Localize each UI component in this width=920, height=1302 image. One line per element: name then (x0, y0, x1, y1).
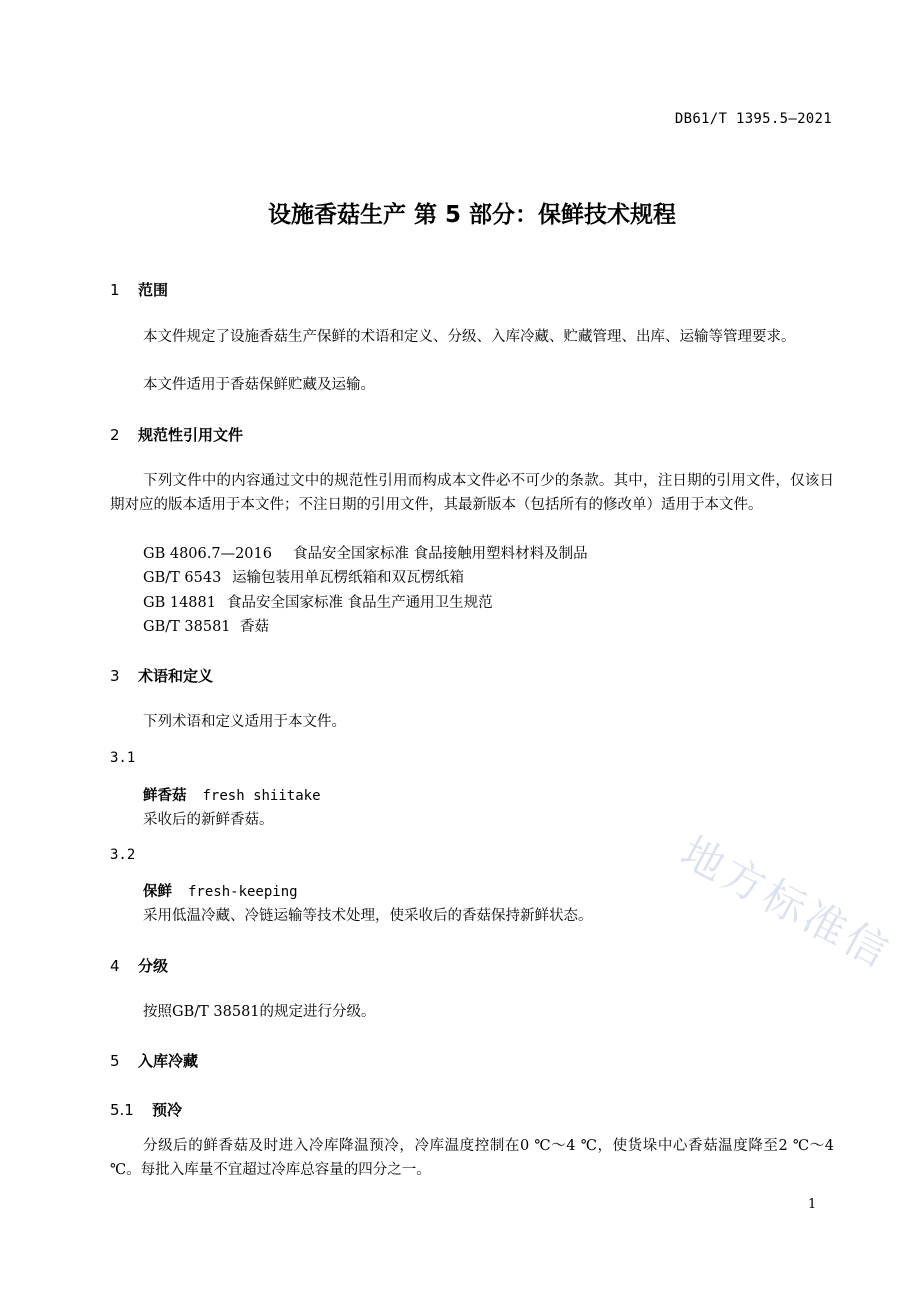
reference-code: GB 14881 (143, 595, 216, 611)
term-english: fresh shiitake (202, 788, 321, 804)
section-title: 范围 (138, 281, 169, 299)
section-1-heading (110, 279, 168, 300)
section-number: 2 (110, 426, 120, 444)
reference-title: 运输包装用单瓦楞纸箱和双瓦楞纸箱 (232, 570, 464, 586)
page-number: 1 (808, 1197, 817, 1212)
reference-title: 香菇 (240, 619, 269, 635)
term-number: 3.1 (110, 750, 136, 766)
section-1-paragraph-1: 本文件规定了设施香菇生产保鲜的术语和定义、分级、入库冷藏、贮藏管理、出库、运输等管理要求。 (143, 329, 796, 345)
section-3-paragraph-1: 下列术语和定义适用于本文件。 (143, 714, 346, 730)
term-number: 3.2 (110, 847, 136, 863)
term-definition: 采用低温冷藏、冷链运输等技术处理，使采收后的香菇保持新鲜状态。 (143, 908, 593, 924)
document-title: 设施香菇生产 第 5 部分：保鲜技术规程 (267, 202, 677, 228)
term-english: fresh-keeping (188, 884, 298, 900)
reference-title: 食品安全国家标准 食品接触用塑料材料及制品 (293, 546, 588, 562)
term-entry (143, 784, 321, 805)
subsection-title: 预冷 (152, 1101, 183, 1119)
term-definition: 采收后的新鲜香菇。 (143, 812, 274, 828)
reference-item (143, 591, 493, 612)
section-1-paragraph-2: 本文件适用于香菇保鲜贮藏及运输。 (143, 377, 375, 393)
section-2-paragraph-1: 下列文件中的内容通过文中的规范性引用而构成本文件必不可少的条款。其中，注日期的引用文件，仅该日期对应的版本适用于本文件；不注日期的引用文件，其最新版本（包括所有的修改单）适用于本文件。 (110, 473, 834, 513)
section-number: 1 (110, 281, 120, 299)
section-number: 4 (110, 957, 120, 975)
section-4-heading (110, 955, 168, 976)
reference-title: 食品安全国家标准 食品生产通用卫生规范 (227, 595, 493, 611)
section-number: 5 (110, 1052, 120, 1070)
section-title: 术语和定义 (138, 667, 214, 685)
section-number: 3 (110, 667, 120, 685)
section-title: 入库冷藏 (138, 1052, 199, 1070)
term-entry (143, 880, 298, 901)
reference-item (143, 542, 588, 563)
reference-code: GB/T 38581 (143, 619, 231, 635)
reference-code: GB/T 6543 (143, 570, 222, 586)
term-chinese: 鲜香菇 (143, 788, 187, 804)
standard-code: DB61/T 1395.5—2021 (674, 111, 832, 127)
section-2-heading (110, 424, 243, 445)
section-5-heading (110, 1050, 198, 1071)
watermark: 地方标准信 (673, 827, 900, 979)
section-title: 分级 (138, 957, 169, 975)
subsection-number: 5.1 (110, 1101, 134, 1119)
section-3-heading (110, 665, 213, 686)
section-4-paragraph-1: 按照GB/T 38581的规定进行分级。 (143, 1004, 376, 1020)
term-chinese: 保鲜 (143, 884, 172, 900)
reference-item (143, 566, 464, 587)
subsection-5-1-heading (110, 1099, 182, 1120)
reference-item (143, 615, 269, 636)
section-title: 规范性引用文件 (138, 426, 244, 444)
reference-code: GB 4806.7—2016 (143, 546, 272, 562)
subsection-5-1-paragraph-1: 分级后的鲜香菇及时进入冷库降温预冷，冷库温度控制在0 ℃～4 ℃，使货垛中心香菇温度降至2 ℃～4 ℃。每批入库量不宜超过冷库总容量的四分之一。 (110, 1138, 834, 1178)
